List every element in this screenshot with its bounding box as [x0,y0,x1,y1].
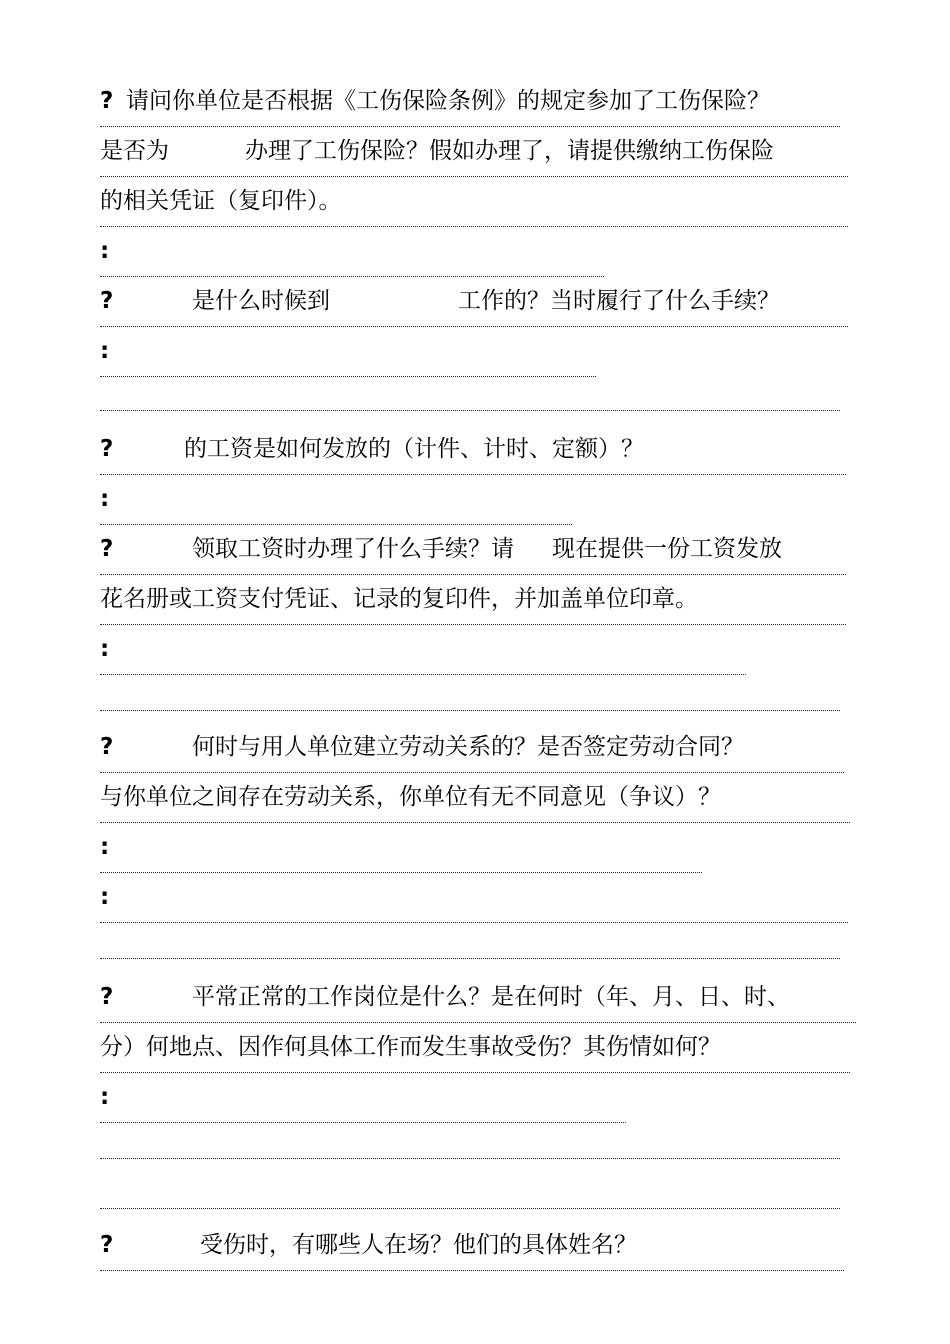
question-mark: ? [100,436,114,462]
question-text: 现在提供一份工资发放 [552,536,782,562]
question-mark: ? [100,1232,114,1258]
answer-colon: : [100,238,110,264]
question-mark: ? [100,88,114,114]
question-text: 是什么时候到 [192,288,330,314]
question-text: 是否为 [100,138,169,164]
answer-line[interactable] [100,1108,840,1159]
answer-colon: : [100,486,110,512]
question-line [100,176,848,227]
answer-colon: : [100,1084,110,1110]
question-mark: ? [100,536,114,562]
question-mark: ? [100,984,114,1010]
question-line [100,574,846,625]
question-text: 花名册或工资支付凭证、记录的复印件，并加盖单位印章。 [100,586,698,612]
answer-line[interactable] [100,360,840,411]
answer-line[interactable] [100,1158,840,1209]
answer-line[interactable] [100,474,572,525]
answer-line[interactable] [100,226,604,277]
question-text: 工作的？当时履行了什么手续？ [458,288,780,314]
question-mark: ? [100,288,114,314]
question-text: 的相关凭证（复印件）。 [100,188,342,214]
answer-colon: : [100,338,110,364]
question-line [100,524,846,575]
question-mark: ? [100,734,114,760]
question-line [100,972,856,1023]
question-line [100,772,850,823]
question-line [100,276,848,327]
answer-line[interactable] [100,660,840,711]
question-line [100,722,844,773]
question-text: 办理了工伤保险？假如办理了，请提供缴纳工伤保险 [245,138,774,164]
question-text: 的工资是如何发放的（计件、计时、定额）？ [184,436,644,462]
question-text: 请问你单位是否根据《工伤保险条例》的规定参加了工伤保险？ [126,88,770,114]
question-line [100,76,840,127]
question-text: 分）何地点、因作何具体工作而发生事故受伤？其伤情如何？ [100,1034,721,1060]
answer-line[interactable] [100,822,702,873]
question-line [100,126,848,177]
question-line [100,1220,844,1271]
answer-colon: : [100,884,110,910]
question-text: 平常正常的工作岗位是什么？是在何时（年、月、日、时、 [192,984,790,1010]
question-text: 受伤时，有哪些人在场？他们的具体姓名？ [200,1232,637,1258]
answer-colon: : [100,636,110,662]
answer-colon: : [100,834,110,860]
question-line [100,424,846,475]
answer-line[interactable] [100,908,840,959]
question-text: 与你单位之间存在劳动关系，你单位有无不同意见（争议）？ [100,784,721,810]
question-text: 领取工资时办理了什么手续？请 [192,536,514,562]
question-text: 何时与用人单位建立劳动关系的？是否签定劳动合同？ [192,734,744,760]
question-line [100,1022,850,1073]
